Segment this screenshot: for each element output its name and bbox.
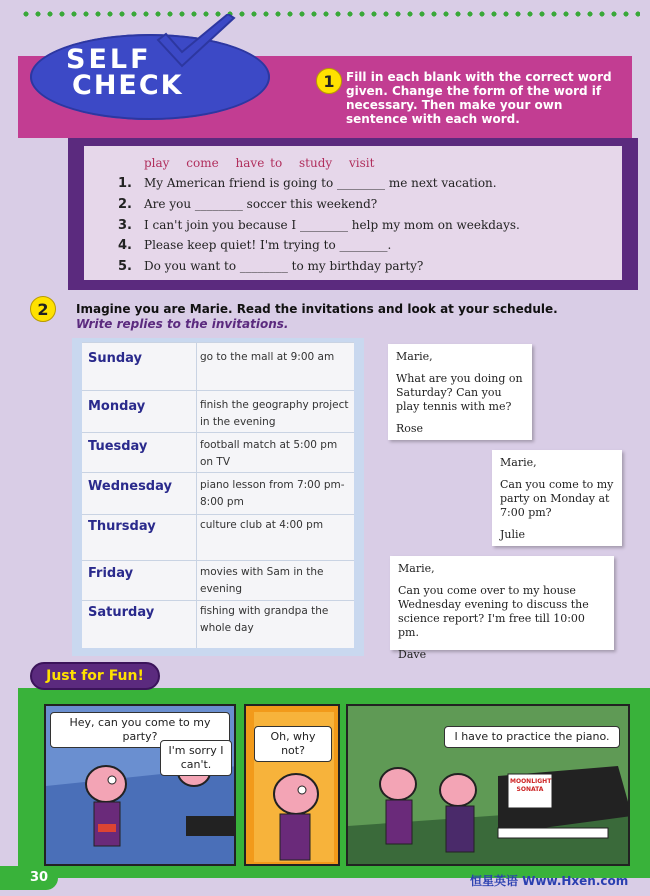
comic-panel-2 bbox=[244, 704, 340, 866]
schedule-row bbox=[82, 390, 354, 432]
schedule-row bbox=[82, 514, 354, 560]
schedule-activity: fishing with grandpa the whole day bbox=[200, 605, 329, 634]
exercise-2-instruction: Imagine you are Marie. Read the invitations and look at your schedule. Write replies to the invitations. bbox=[76, 302, 558, 331]
schedule-row bbox=[82, 432, 354, 472]
schedule-row bbox=[82, 600, 354, 648]
schedule-day: Saturday bbox=[88, 605, 155, 620]
exercise-1-number: 1 bbox=[316, 68, 342, 94]
schedule-activity: piano lesson from 7:00 pm-8:00 pm bbox=[200, 479, 345, 508]
just-for-fun-title: Just for Fun! bbox=[30, 662, 160, 690]
invitation-note: Marie, Can you come over to my house Wednesday evening to discuss the science report? I'm free till 10:00 pm. Dave bbox=[390, 556, 614, 650]
question-item: 3. I can't join you because I ________ help my mom on weekdays. bbox=[118, 218, 520, 233]
schedule-activity: finish the geography project in the evening bbox=[200, 399, 349, 428]
question-text: My American friend is going to ________ me next vacation. bbox=[144, 176, 497, 190]
schedule-activity: culture club at 4:00 pm bbox=[200, 519, 324, 531]
checkmark-icon bbox=[150, 14, 240, 74]
word-bank-item: play bbox=[144, 156, 170, 170]
page-number: 30 bbox=[0, 866, 58, 890]
schedule-row bbox=[82, 342, 354, 390]
schedule-day: Monday bbox=[88, 399, 146, 414]
schedule-day: Tuesday bbox=[88, 439, 148, 454]
word-bank-item: visit bbox=[349, 156, 375, 170]
speech-bubble: I'm sorry I can't. bbox=[160, 740, 232, 776]
question-item: 5. Do you want to ________ to my birthday party? bbox=[118, 259, 424, 274]
schedule-row bbox=[82, 472, 354, 514]
question-item: 2. Are you ________ soccer this weekend? bbox=[118, 197, 378, 212]
schedule-day: Sunday bbox=[88, 351, 143, 366]
schedule-day: Thursday bbox=[88, 519, 156, 534]
speech-bubble: Hey, can you come to my party? bbox=[50, 712, 230, 748]
schedule-activity: movies with Sam in the evening bbox=[200, 566, 324, 595]
badge-check-text: CHECK bbox=[72, 70, 184, 101]
question-item: 1. My American friend is going to ________ me next vacation. bbox=[118, 176, 497, 191]
invitation-note: Marie, Can you come to my party on Monday at 7:00 pm? Julie bbox=[492, 450, 622, 546]
question-text: Do you want to ________ to my birthday party? bbox=[144, 259, 424, 273]
question-text: Are you ________ soccer this weekend? bbox=[144, 197, 378, 211]
question-text: I can't join you because I ________ help my mom on weekdays. bbox=[144, 218, 520, 232]
schedule-activity: go to the mall at 9:00 am bbox=[200, 351, 335, 363]
comic-panel-3 bbox=[346, 704, 630, 866]
schedule-day: Wednesday bbox=[88, 479, 172, 494]
speech-bubble: I have to practice the piano. bbox=[444, 726, 620, 748]
word-bank-item: study bbox=[299, 156, 333, 170]
word-bank-item: have to bbox=[235, 156, 283, 170]
exercise-2-number: 2 bbox=[30, 296, 56, 322]
schedule-row bbox=[82, 560, 354, 600]
dotted-border bbox=[20, 10, 640, 18]
invitation-note: Marie, What are you doing on Saturday? Can you play tennis with me? Rose bbox=[388, 344, 532, 440]
badge-self-text: SELF bbox=[66, 44, 152, 75]
comic-panel-1 bbox=[44, 704, 236, 866]
speech-bubble: Oh, why not? bbox=[254, 726, 332, 762]
watermark: 恒星英语 Www.Hxen.com bbox=[470, 874, 629, 888]
sheet-music-title: MOONLIGHT SONATA bbox=[510, 778, 552, 793]
question-text: Please keep quiet! I'm trying to ________. bbox=[144, 238, 392, 252]
schedule-day: Friday bbox=[88, 566, 134, 581]
question-item: 4. Please keep quiet! I'm trying to ________. bbox=[118, 238, 392, 253]
exercise-1-instruction: Fill in each blank with the correct word given. Change the form of the word if necessary. Then make your own sentence with each word. bbox=[346, 70, 612, 126]
word-bank-item: come bbox=[186, 156, 219, 170]
schedule-activity: football match at 5:00 pm on TV bbox=[200, 439, 338, 468]
word-bank bbox=[144, 156, 385, 170]
